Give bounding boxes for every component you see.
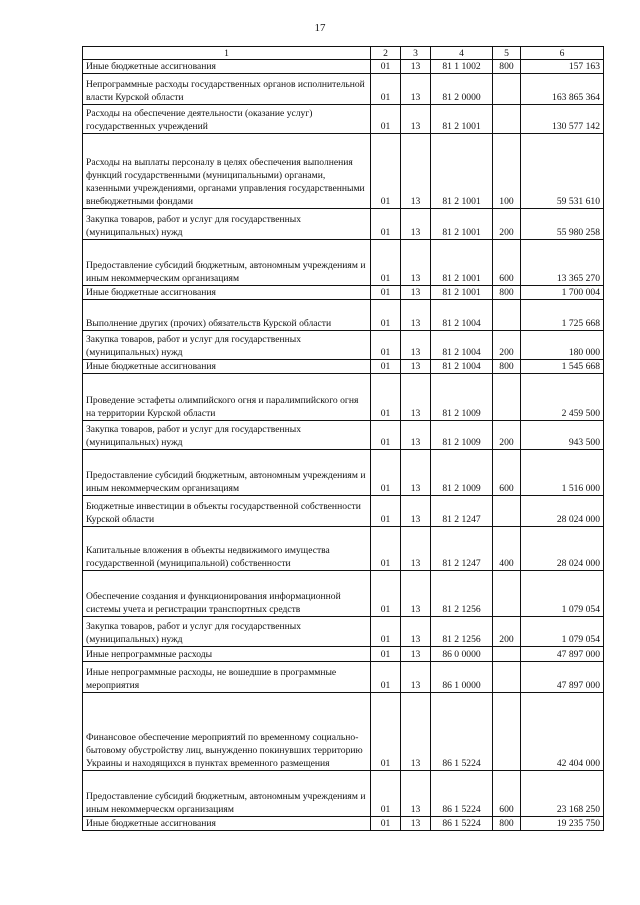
- row-subsection: 13: [401, 374, 431, 421]
- row-expense-type: 600: [493, 240, 521, 286]
- row-name: Предоставление субсидий бюджетным, автономным учреждениям и иным некоммерческм организациям: [83, 771, 371, 817]
- header-cell-5: 5: [493, 47, 521, 60]
- row-target-article: 81 2 0000: [431, 74, 493, 105]
- row-subsection: 13: [401, 74, 431, 105]
- table-row: [83, 331, 604, 360]
- row-section: 01: [371, 662, 401, 693]
- row-expense-type: 200: [493, 421, 521, 450]
- row-target-article: 81 2 1009: [431, 421, 493, 450]
- page-number: 17: [314, 22, 326, 34]
- row-subsection: 13: [401, 286, 431, 300]
- row-name: Иные непрограммные расходы: [83, 647, 371, 662]
- row-name: Расходы на обеспечение деятельности (оказание услуг) государственных учреждений: [83, 105, 371, 134]
- row-target-article: 81 2 1001: [431, 286, 493, 300]
- row-amount: 2 459 500: [521, 374, 604, 421]
- row-expense-type: 800: [493, 60, 521, 74]
- row-name: Обеспечение создания и функционирования информационной системы учета и регистрации транспортных средств: [83, 571, 371, 617]
- table-header-row: [83, 47, 604, 60]
- row-name: Закупка товаров, работ и услуг для государственных (муниципальных) нужд: [83, 617, 371, 647]
- row-target-article: 81 2 1247: [431, 527, 493, 571]
- row-amount: 1 079 054: [521, 617, 604, 647]
- row-subsection: 13: [401, 300, 431, 331]
- row-expense-type: [493, 74, 521, 105]
- row-subsection: 13: [401, 209, 431, 240]
- row-section: 01: [371, 286, 401, 300]
- table-row: [83, 527, 604, 571]
- row-target-article: 81 2 1256: [431, 571, 493, 617]
- row-subsection: 13: [401, 360, 431, 374]
- row-name: Капитальные вложения в объекты недвижимого имущества государственной (муниципальной) собственности: [83, 527, 371, 571]
- row-amount: 28 024 000: [521, 527, 604, 571]
- row-name: Иные непрограммные расходы, не вошедшие в программные мероприятия: [83, 662, 371, 693]
- row-section: 01: [371, 496, 401, 527]
- row-target-article: 86 1 5224: [431, 771, 493, 817]
- header-cell-6: 6: [521, 47, 604, 60]
- row-section: 01: [371, 331, 401, 360]
- table-row: [83, 693, 604, 771]
- row-section: 01: [371, 450, 401, 496]
- row-name: Иные бюджетные ассигнования: [83, 286, 371, 300]
- row-subsection: 13: [401, 693, 431, 771]
- row-amount: 1 079 054: [521, 571, 604, 617]
- table-row: [83, 300, 604, 331]
- row-subsection: 13: [401, 617, 431, 647]
- row-section: 01: [371, 300, 401, 331]
- row-name: Закупка товаров, работ и услуг для государственных (муниципальных) нужд: [83, 209, 371, 240]
- row-amount: 1 516 000: [521, 450, 604, 496]
- row-section: 01: [371, 360, 401, 374]
- row-amount: 130 577 142: [521, 105, 604, 134]
- row-amount: 1 545 668: [521, 360, 604, 374]
- row-section: 01: [371, 74, 401, 105]
- row-target-article: 81 2 1001: [431, 134, 493, 209]
- row-section: 01: [371, 240, 401, 286]
- row-section: 01: [371, 209, 401, 240]
- row-amount: 13 365 270: [521, 240, 604, 286]
- row-subsection: 13: [401, 571, 431, 617]
- row-subsection: 13: [401, 450, 431, 496]
- row-amount: 163 865 364: [521, 74, 604, 105]
- header-cell-3: 3: [401, 47, 431, 60]
- row-target-article: 86 1 5224: [431, 693, 493, 771]
- row-subsection: 13: [401, 105, 431, 134]
- row-expense-type: [493, 693, 521, 771]
- row-subsection: 13: [401, 771, 431, 817]
- table-row: [83, 374, 604, 421]
- table-row: [83, 209, 604, 240]
- row-subsection: 13: [401, 331, 431, 360]
- row-target-article: 81 2 1001: [431, 105, 493, 134]
- row-subsection: 13: [401, 421, 431, 450]
- row-amount: 1 700 004: [521, 286, 604, 300]
- row-expense-type: [493, 374, 521, 421]
- row-section: 01: [371, 693, 401, 771]
- row-name: Иные бюджетные ассигнования: [83, 60, 371, 74]
- table-row: [83, 450, 604, 496]
- row-amount: 47 897 000: [521, 662, 604, 693]
- row-target-article: 81 2 1004: [431, 300, 493, 331]
- table-row: [83, 360, 604, 374]
- row-expense-type: [493, 496, 521, 527]
- table-row: [83, 571, 604, 617]
- row-amount: 28 024 000: [521, 496, 604, 527]
- table-row: [83, 817, 604, 831]
- row-subsection: 13: [401, 60, 431, 74]
- row-expense-type: 600: [493, 771, 521, 817]
- row-name: Бюджетные инвестиции в объекты государственной собственности Курской области: [83, 496, 371, 527]
- row-section: 01: [371, 421, 401, 450]
- table-row: [83, 617, 604, 647]
- row-subsection: 13: [401, 662, 431, 693]
- row-expense-type: 200: [493, 331, 521, 360]
- table-row: [83, 771, 604, 817]
- row-name: Предоставление субсидий бюджетным, автономным учреждениям и иным некоммерческим организациям: [83, 240, 371, 286]
- row-target-article: 81 2 1004: [431, 331, 493, 360]
- row-amount: 943 500: [521, 421, 604, 450]
- row-section: 01: [371, 60, 401, 74]
- row-section: 01: [371, 134, 401, 209]
- row-name: Расходы на выплаты персоналу в целях обеспечения выполнения функций государственными (муниципальными) органами, казенными учреждениями, органами управления государственными внебюджетными фондами: [83, 134, 371, 209]
- row-name: Иные бюджетные ассигнования: [83, 360, 371, 374]
- row-target-article: 86 0 0000: [431, 647, 493, 662]
- row-expense-type: 200: [493, 209, 521, 240]
- row-section: 01: [371, 617, 401, 647]
- row-target-article: 81 2 1009: [431, 374, 493, 421]
- row-amount: 157 163: [521, 60, 604, 74]
- row-amount: 42 404 000: [521, 693, 604, 771]
- row-expense-type: 400: [493, 527, 521, 571]
- row-target-article: 86 1 0000: [431, 662, 493, 693]
- table-row: [83, 74, 604, 105]
- row-name: Закупка товаров, работ и услуг для государственных (муниципальных) нужд: [83, 421, 371, 450]
- row-subsection: 13: [401, 527, 431, 571]
- row-name: Иные бюджетные ассигнования: [83, 817, 371, 831]
- row-amount: 23 168 250: [521, 771, 604, 817]
- row-subsection: 13: [401, 496, 431, 527]
- row-expense-type: 200: [493, 617, 521, 647]
- row-section: 01: [371, 647, 401, 662]
- row-target-article: 81 2 1001: [431, 209, 493, 240]
- row-amount: 180 000: [521, 331, 604, 360]
- row-amount: 47 897 000: [521, 647, 604, 662]
- row-name: Финансовое обеспечение мероприятий по временному социально-бытовому обустройству лиц, вынужденно покинувших территорию Украины и находящихся в пунктах временного размещения: [83, 693, 371, 771]
- header-cell-1: 1: [83, 47, 371, 60]
- row-expense-type: 600: [493, 450, 521, 496]
- table-row: [83, 647, 604, 662]
- row-target-article: 81 2 1256: [431, 617, 493, 647]
- table-row: [83, 496, 604, 527]
- row-expense-type: [493, 571, 521, 617]
- row-section: 01: [371, 817, 401, 831]
- row-expense-type: [493, 300, 521, 331]
- row-subsection: 13: [401, 647, 431, 662]
- row-target-article: 81 2 1247: [431, 496, 493, 527]
- row-section: 01: [371, 527, 401, 571]
- row-name: Непрограммные расходы государственных органов исполнительной власти Курской области: [83, 74, 371, 105]
- row-amount: 1 725 668: [521, 300, 604, 331]
- budget-table: [82, 46, 604, 831]
- row-amount: 59 531 610: [521, 134, 604, 209]
- table-row: [83, 105, 604, 134]
- row-subsection: 13: [401, 134, 431, 209]
- row-amount: 19 235 750: [521, 817, 604, 831]
- row-subsection: 13: [401, 817, 431, 831]
- row-section: 01: [371, 571, 401, 617]
- row-expense-type: 800: [493, 286, 521, 300]
- row-expense-type: [493, 105, 521, 134]
- row-section: 01: [371, 105, 401, 134]
- row-amount: 55 980 258: [521, 209, 604, 240]
- row-expense-type: 100: [493, 134, 521, 209]
- table-row: [83, 134, 604, 209]
- row-target-article: 86 1 5224: [431, 817, 493, 831]
- row-target-article: 81 1 1002: [431, 60, 493, 74]
- row-name: Выполнение других (прочих) обязательств Курской области: [83, 300, 371, 331]
- row-section: 01: [371, 374, 401, 421]
- row-expense-type: [493, 647, 521, 662]
- row-expense-type: [493, 662, 521, 693]
- row-expense-type: 800: [493, 360, 521, 374]
- row-target-article: 81 2 1009: [431, 450, 493, 496]
- table-row: [83, 662, 604, 693]
- row-name: Предоставление субсидий бюджетным, автономным учреждениям и иным некоммерческим организациям: [83, 450, 371, 496]
- table-row: [83, 240, 604, 286]
- table-row: [83, 421, 604, 450]
- row-target-article: 81 2 1004: [431, 360, 493, 374]
- header-cell-4: 4: [431, 47, 493, 60]
- table-row: [83, 286, 604, 300]
- row-target-article: 81 2 1001: [431, 240, 493, 286]
- row-expense-type: 800: [493, 817, 521, 831]
- row-name: Проведение эстафеты олимпийского огня и паралимпийского огня на территории Курской области: [83, 374, 371, 421]
- row-name: Закупка товаров, работ и услуг для государственных (муниципальных) нужд: [83, 331, 371, 360]
- header-cell-2: 2: [371, 47, 401, 60]
- row-subsection: 13: [401, 240, 431, 286]
- row-section: 01: [371, 771, 401, 817]
- table-row: [83, 60, 604, 74]
